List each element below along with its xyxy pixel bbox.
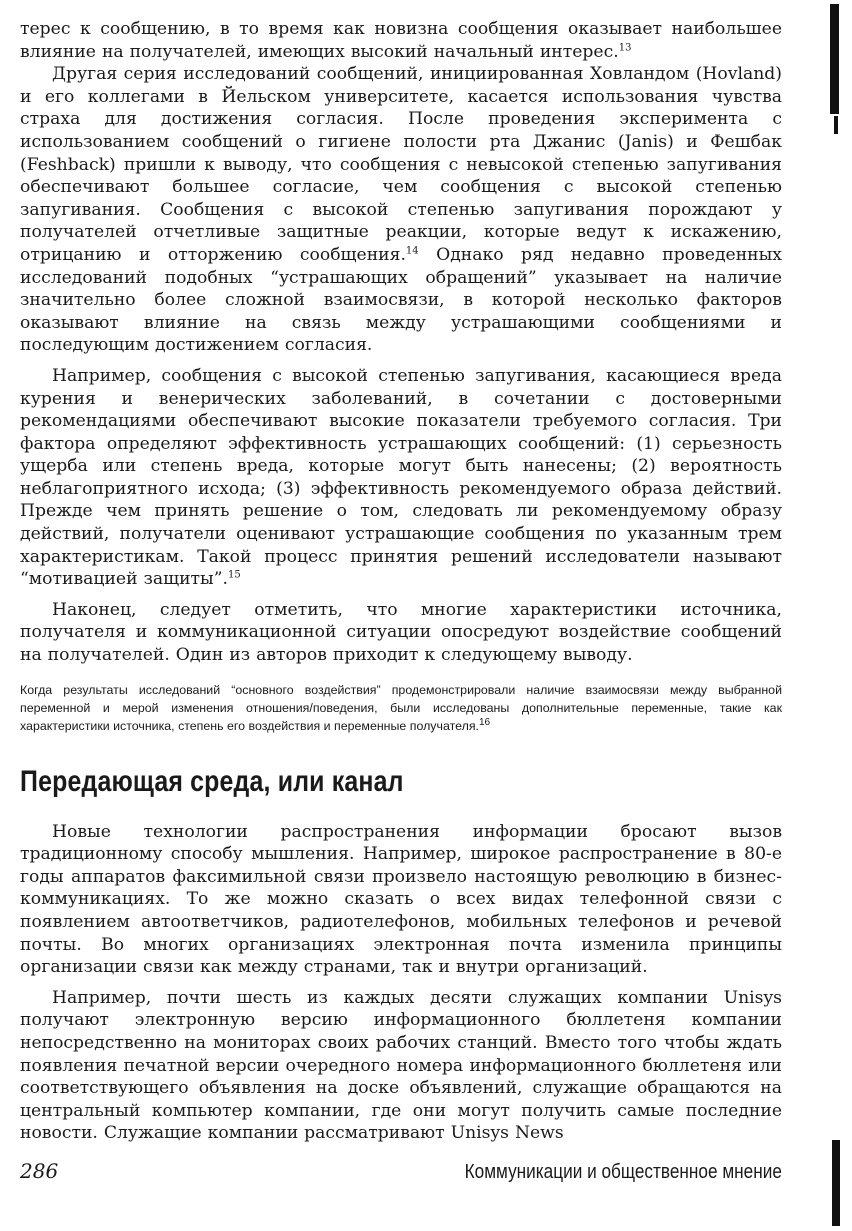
paragraph-2: Другая серия исследований сообщений, инициированная Ховландом (Hovland) и его коллегами в Йельском университете, касается использования чувства страха для достижения согласия. После проведения эксперимента с использованием сообщений о гигиене полости рта Джанис (Janis) и Фешбак (Feshback) пришли к выводу, что сообщения с невысокой степенью запугивания обеспечивают большее согласие, чем сообщения с высокой степенью запугивания. Сообщения с высокой степенью запугивания порождают у получателей отчетливые защитные реакции, которые ведут к искажению, отрицанию и отторжению сообщения.$^{14}$ Однако ряд недавно проведенных исследований подобных “устрашающих обращений” указывает на наличие значительно более сложной взаимосвязи, в которой несколько факторов оказывают влияние на связь между устрашающими сообщениями и последующим достижением согласия.	[20, 64, 782, 356]
section-heading: Передающая среда, или канал	[20, 764, 404, 798]
main-text	[20, 18, 782, 1145]
scan-mark-bottom	[832, 1140, 840, 1226]
scan-edge-artifact	[822, 0, 852, 1231]
block-quote: Когда результаты исследований “основного воздействия” продемонстрировали наличие взаимосвязи между выбранной переменной и мерой изменения отношения/поведения, были исследованы дополнительные переменные, такие как характеристики источника, степень его воздействия и переменные получателя.$^{16}$	[20, 682, 782, 733]
footnote-ref-13: 13	[618, 41, 632, 53]
paragraph-6: Например, почти шесть из каждых десяти служащих компании Unisys получают электронную версию информационного бюллетеня компании непосредственно на мониторах своих рабочих станций. Вместо того чтобы ждать появления печатной версии очередного номера информационного бюллетеня или соответствующего объявления на доске объявлений, служащие обращаются на центральный компьютер компании, где они могут получить самые последние новости. Служащие компании рассматривают Unisys News	[20, 987, 782, 1144]
footnote-ref-15: 15	[227, 569, 241, 581]
page-footer	[20, 1158, 782, 1184]
paragraph-3: Например, сообщения с высокой степенью запугивания, касающиеся вреда курения и венерических заболеваний, в сочетании с достоверными рекомендациями обеспечивают высокие показатели требуемого согласия. Три фактора определяют эффективность устрашающих сообщений: (1) серьезность ущерба или степень вреда, которые могут быть нанесены; (2) вероятность неблагоприятного исхода; (3) эффективность рекомендуемого образа действий. Прежде чем принять решение о том, следовать ли рекомендуемому образу действий, получатели оценивают устрашающие сообщения по указанным трем характеристикам. Такой процесс принятия решений исследователи называют “мотивацией защиты”.$^{15}$	[20, 365, 782, 590]
paragraph-4: Наконец, следует отметить, что многие характеристики источника, получателя и коммуникационной ситуации опосредуют воздействие сообщений на получателей. Один из авторов приходит к следующему выводу.	[20, 599, 782, 666]
scan-mark-top	[830, 4, 839, 114]
page-number: 286	[20, 1159, 59, 1183]
paragraph-1: терес к сообщению, в то время как новизна сообщения оказывает наибольшее влияние на получателей, имеющих высокий начальный интерес.$^{13}$	[20, 19, 782, 62]
running-title: Коммуникации и общественное мнение	[464, 1161, 782, 1183]
scan-mark-top-tail	[834, 116, 838, 134]
footnote-ref-16: 16	[478, 716, 491, 728]
footnote-ref-14: 14	[405, 245, 419, 257]
paragraph-5: Новые технологии распространения информации бросают вызов традиционному способу мышления. Например, широкое распространение в 80-е годы аппаратов факсимильной связи произвело настоящую революцию в бизнес-коммуникациях. То же можно сказать о всех видах телефонной связи с появлением автоответчиков, радиотелефонов, мобильных телефонов и речевой почты. Во многих организациях электронная почта изменила принципы организации связи как между странами, так и внутри организаций.	[20, 821, 782, 978]
